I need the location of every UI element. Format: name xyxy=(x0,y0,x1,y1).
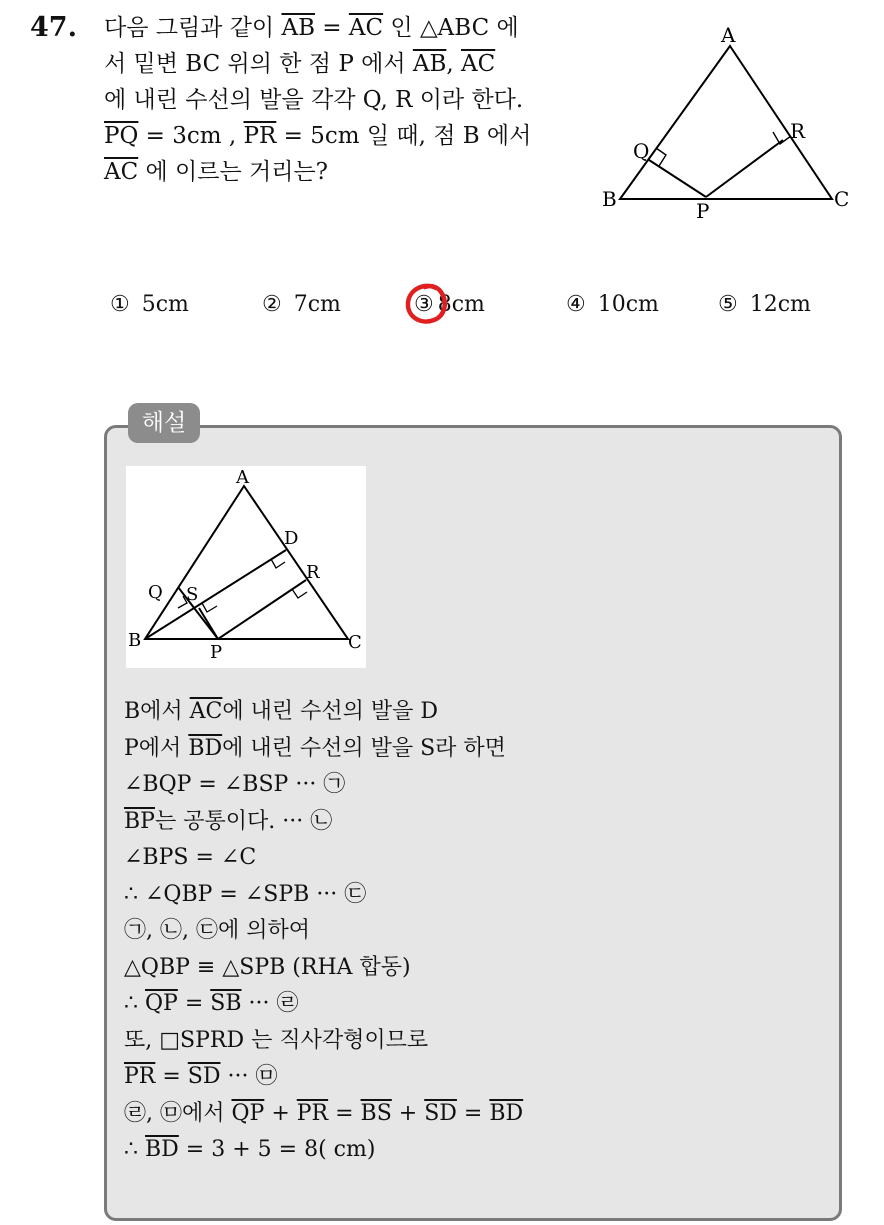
text-run: 서 밑변 BC 위의 한 점 P 에서 xyxy=(104,51,413,77)
label-c: C xyxy=(348,632,362,653)
segment-bd xyxy=(145,550,286,639)
label-a: A xyxy=(721,23,736,47)
choice-1[interactable] xyxy=(110,285,189,325)
text-run: ··· ㉤ xyxy=(220,1064,278,1089)
label-b: B xyxy=(602,187,617,211)
right-angle-mark-q xyxy=(656,148,666,166)
perpendicular-pr xyxy=(706,140,783,197)
text-run: 또, □SPRD 는 직사각형이므로 xyxy=(124,1027,429,1053)
label-q: Q xyxy=(633,139,650,163)
label-b: B xyxy=(128,630,142,651)
segment-name: $\overline{BD}$ xyxy=(145,1137,179,1162)
text-run: = 3 + 5 = 8( cm) xyxy=(178,1137,376,1162)
text-run: = 3cm , xyxy=(138,123,244,149)
answer-circle-mark xyxy=(403,281,451,327)
text-run: , xyxy=(446,51,461,77)
text-run: + xyxy=(391,1100,425,1126)
solution-line xyxy=(124,694,824,731)
label-r: R xyxy=(306,562,320,583)
choice-2[interactable] xyxy=(262,285,341,325)
segment-name: $\overline{SD}$ xyxy=(187,1064,221,1089)
text-run: 인 △ABC 에 xyxy=(383,15,519,41)
text-run: = xyxy=(328,1100,361,1126)
segment-name: $\overline{BP}$ xyxy=(124,808,155,834)
solution-line xyxy=(124,731,824,768)
solution-line xyxy=(124,804,824,841)
segment-name: $\overline{PR}$ xyxy=(124,1064,156,1089)
label-r: R xyxy=(790,119,806,143)
choice-4[interactable] xyxy=(566,285,659,325)
text-run: ∴ xyxy=(124,1137,145,1162)
segment-name: $\overline{BD}$ xyxy=(188,735,223,761)
solution-line xyxy=(124,1059,824,1096)
segment-name: $\overline{AC}$ xyxy=(189,699,223,724)
choice-number: ③ xyxy=(414,292,434,317)
text-run: = xyxy=(155,1064,188,1089)
text-run: = xyxy=(177,991,211,1016)
choice-5[interactable] xyxy=(718,285,811,325)
question-line xyxy=(104,82,594,118)
solution-figure xyxy=(126,466,366,668)
text-run: 에 내린 수선의 발을 각각 Q, R 이라 한다. xyxy=(104,87,524,113)
choice-text: 5cm xyxy=(141,292,189,317)
text-run: 는 공통이다. ··· ㉡ xyxy=(154,808,333,834)
label-q: Q xyxy=(148,582,163,603)
solution-line xyxy=(124,877,824,914)
segment-name: $\overline{AC}$ xyxy=(348,15,384,41)
question-line xyxy=(104,118,594,154)
text-run: 에 내린 수선의 발을 S라 하면 xyxy=(222,735,506,761)
question-line xyxy=(104,154,594,190)
segment-name: $\overline{QP}$ xyxy=(231,1100,265,1126)
solution-line xyxy=(124,950,824,987)
solution-line xyxy=(124,1132,824,1169)
segment-name: $\overline{PR}$ xyxy=(243,123,277,149)
text-run: + xyxy=(264,1100,297,1126)
text-run: 다음 그림과 같이 xyxy=(104,15,282,41)
segment-name: $\overline{PQ}$ xyxy=(104,123,139,149)
text-run: ∴ xyxy=(124,991,145,1016)
solution-steps xyxy=(124,694,824,1169)
label-c: C xyxy=(834,187,850,211)
question-number: 47. xyxy=(30,12,77,43)
choice-text: 8cm xyxy=(437,292,485,317)
label-p: P xyxy=(210,642,223,663)
solution-line xyxy=(124,1096,824,1133)
segment-ps xyxy=(199,608,218,639)
segment-name: $\overline{BD}$ xyxy=(489,1100,524,1126)
choice-text: 10cm xyxy=(597,292,659,317)
text-run: = xyxy=(314,15,349,41)
triangle-figure xyxy=(600,18,860,228)
text-run: ··· ㉣ xyxy=(241,991,299,1016)
segment-name: $\overline{SD}$ xyxy=(424,1100,457,1126)
right-angle-mark-d xyxy=(271,559,285,568)
text-run: 에 이르는 거리는? xyxy=(138,159,329,185)
text-run: ㉠, ㉡, ㉢에 의하여 xyxy=(124,918,310,943)
segment-name: $\overline{AB}$ xyxy=(412,51,447,77)
right-angle-mark-r xyxy=(292,589,307,598)
segment-pr xyxy=(218,580,306,639)
segment-name: $\overline{SB}$ xyxy=(210,991,242,1016)
choice-number: ⑤ xyxy=(718,292,738,317)
solution-figure-panel xyxy=(126,466,366,668)
text-run: B에서 xyxy=(124,699,190,724)
solution-line xyxy=(124,986,824,1023)
perpendicular-pq xyxy=(649,160,706,197)
segment-name: $\overline{PR}$ xyxy=(296,1100,329,1126)
text-run: P에서 xyxy=(124,735,189,761)
text-run: ∠BPS = ∠C xyxy=(124,845,257,870)
solution-line xyxy=(124,767,824,804)
segment-name: $\overline{AC}$ xyxy=(104,159,139,185)
right-angle-mark-s xyxy=(202,603,217,612)
choice-number: ① xyxy=(110,292,130,317)
text-run: △QBP ≡ △SPB (RHA 합동) xyxy=(124,954,411,980)
label-p: P xyxy=(696,199,710,223)
segment-name: $\overline{QP}$ xyxy=(145,991,178,1016)
text-run: = 5cm 일 때, 점 B 에서 xyxy=(276,123,532,149)
label-s: S xyxy=(186,584,199,605)
label-d: D xyxy=(284,528,299,549)
solution-label: 해설 xyxy=(128,403,200,443)
question-line xyxy=(104,10,594,46)
choice-text: 7cm xyxy=(293,292,341,317)
text-run: = xyxy=(456,1100,490,1126)
choice-number: ② xyxy=(262,292,282,317)
text-run: ㉣, ㉤에서 xyxy=(124,1100,232,1126)
label-a: A xyxy=(236,467,249,488)
choice-number: ④ xyxy=(566,292,586,317)
segment-name: $\overline{AB}$ xyxy=(281,15,315,41)
segment-name: $\overline{AC}$ xyxy=(461,51,496,77)
text-run: 에 내린 수선의 발을 D xyxy=(222,699,439,724)
solution-line xyxy=(124,840,824,877)
text-run: ∴ ∠QBP = ∠SPB ··· ㉢ xyxy=(124,881,367,907)
question-text xyxy=(104,10,594,190)
solution-line xyxy=(124,1023,824,1060)
segment-name: $\overline{BS}$ xyxy=(360,1100,392,1126)
choice-text: 12cm xyxy=(749,292,811,317)
question-line xyxy=(104,46,594,82)
solution-line xyxy=(124,913,824,950)
text-run: ∠BQP = ∠BSP ··· ㉠ xyxy=(124,772,346,797)
